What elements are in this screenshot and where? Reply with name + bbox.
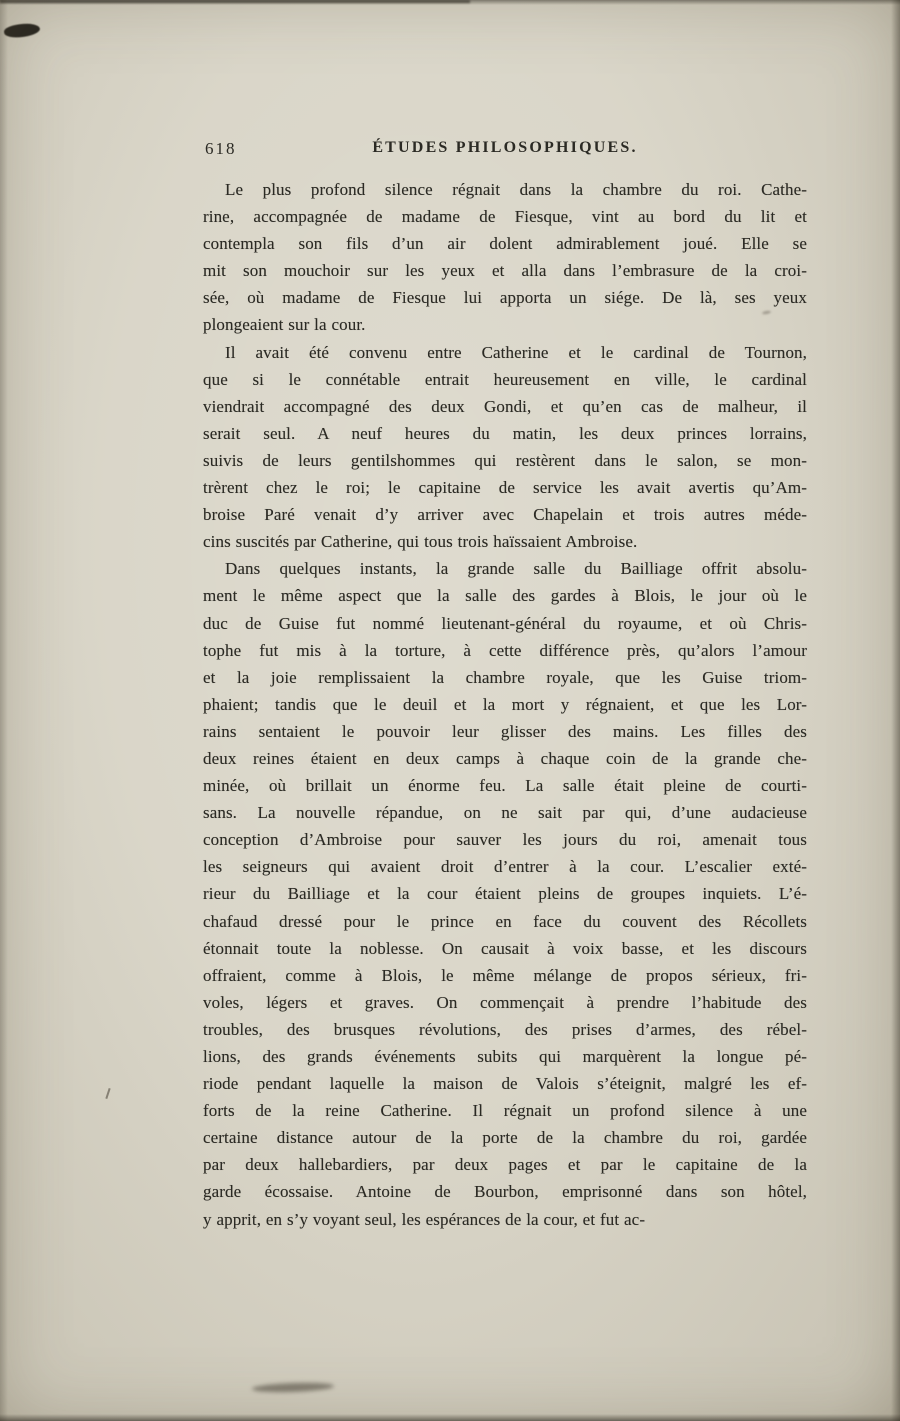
text-line: Il avait été convenu entre Catherine et le cardinal de Tournon, bbox=[225, 342, 807, 362]
text-line: Dans quelques instants, la grande salle du Bailliage offrit absolu- bbox=[225, 559, 807, 579]
text-line: voles, légers et graves. On commençait à prendre l’habitude des bbox=[203, 992, 807, 1012]
text-line: conception d’Ambroise pour sauver les jours du roi, amenait tous bbox=[203, 830, 807, 850]
text-line: Le plus profond silence régnait dans la chambre du roi. Cathe- bbox=[225, 180, 807, 199]
text-line: rine, accompagnée de madame de Fiesque, vint au bord du lit et bbox=[203, 207, 807, 227]
text-column bbox=[203, 136, 807, 1233]
text-line: étonnait toute la noblesse. On causait à voix basse, et les discours bbox=[203, 938, 807, 958]
text-line: trèrent chez le roi; le capitaine de service les avait avertis qu’Am- bbox=[203, 478, 807, 498]
text-line: broise Paré venait d’y arriver avec Chapelain et trois autres méde- bbox=[203, 505, 807, 525]
page-edge-top bbox=[0, 0, 900, 5]
text-line: certaine distance autour de la porte de la chambre du roi, gardée bbox=[203, 1128, 807, 1148]
text-line: lions, des grands événements subits qui marquèrent la longue pé- bbox=[203, 1047, 807, 1066]
paragraph bbox=[203, 176, 807, 339]
text-line: serait seul. A neuf heures du matin, les deux princes lorrains, bbox=[203, 423, 807, 443]
text-line: les seigneurs qui avaient droit d’entrer à la cour. L’escalier exté- bbox=[203, 857, 807, 877]
running-title: ÉTUDES PHILOSOPHIQUES. bbox=[372, 139, 638, 156]
text-line: deux reines étaient en deux camps à chaque coin de la grande che- bbox=[203, 748, 807, 768]
text-line: par deux hallebardiers, par deux pages et par le capitaine de la bbox=[203, 1155, 807, 1175]
text-line: troubles, des brusques révolutions, des prises d’armes, des rébel- bbox=[203, 1019, 807, 1039]
text-line: et la joie remplissaient la chambre royale, que les Guise triom- bbox=[203, 667, 807, 687]
text-block bbox=[203, 176, 807, 1233]
scan-artifact-bottom-smudge bbox=[252, 1382, 334, 1394]
text-line: duc de Guise fut nommé lieutenant-général du royaume, et où Chris- bbox=[203, 613, 807, 633]
text-line: tophe fut mis à la torture, à cette différence près, qu’alors l’amour bbox=[203, 640, 807, 660]
page-header bbox=[203, 136, 807, 164]
text-line: ment le même aspect que la salle des gardes à Blois, le jour où le bbox=[203, 586, 807, 606]
text-line: sée, où madame de Fiesque lui apporta un siége. De là, ses yeux bbox=[203, 288, 807, 308]
text-line: cins suscités par Catherine, qui tous trois haïssaient Ambroise. bbox=[203, 532, 638, 552]
paragraph bbox=[203, 339, 807, 556]
text-line: forts de la reine Catherine. Il régnait un profond silence à une bbox=[203, 1101, 807, 1121]
text-line: contempla son fils d’un air dolent admirablement joué. Elle se bbox=[203, 234, 807, 254]
text-line: rains sentaient le pouvoir leur glisser des mains. Les filles des bbox=[203, 721, 807, 741]
page-edge-right bbox=[891, 0, 900, 1421]
text-line: phaient; tandis que le deuil et la mort y régnaient, et que les Lor- bbox=[203, 694, 807, 714]
text-line: plongeaient sur la cour. bbox=[203, 315, 366, 335]
text-line: riode pendant laquelle la maison de Valois s’éteignit, malgré les ef- bbox=[203, 1074, 807, 1094]
text-line: y apprit, en s’y voyant seul, les espérances de la cour, et fut ac- bbox=[203, 1209, 646, 1229]
page-number: 618 bbox=[205, 139, 237, 158]
scan-artifact-margin-tick bbox=[105, 1088, 110, 1099]
text-line: sans. La nouvelle répandue, on ne sait par qui, d’une audacieuse bbox=[203, 803, 807, 823]
text-line: chafaud dressé pour le prince en face du couvent des Récollets bbox=[203, 911, 807, 931]
scan-artifact-corner-mark bbox=[3, 22, 40, 40]
text-line: mit son mouchoir sur les yeux et alla dans l’embrasure de la croi- bbox=[203, 261, 807, 281]
page-edge-left bbox=[0, 0, 8, 1421]
text-line: rieur du Bailliage et la cour étaient pleins de groupes inquiets. L’é- bbox=[203, 884, 807, 904]
text-line: offraient, comme à Blois, le même mélange de propos sérieux, fri- bbox=[203, 965, 807, 985]
text-line: garde écossaise. Antoine de Bourbon, emprisonné dans son hôtel, bbox=[203, 1182, 807, 1202]
text-line: minée, où brillait un énorme feu. La salle était pleine de courti- bbox=[203, 776, 807, 796]
text-line: que si le connétable entrait heureusement en ville, le cardinal bbox=[203, 369, 807, 389]
text-line: viendrait accompagné des deux Gondi, et qu’en cas de malheur, il bbox=[203, 396, 807, 416]
page-edge-bottom bbox=[0, 1414, 900, 1421]
text-line: suivis de leurs gentilshommes qui restèrent dans le salon, se mon- bbox=[203, 450, 807, 470]
paragraph bbox=[203, 555, 807, 1232]
